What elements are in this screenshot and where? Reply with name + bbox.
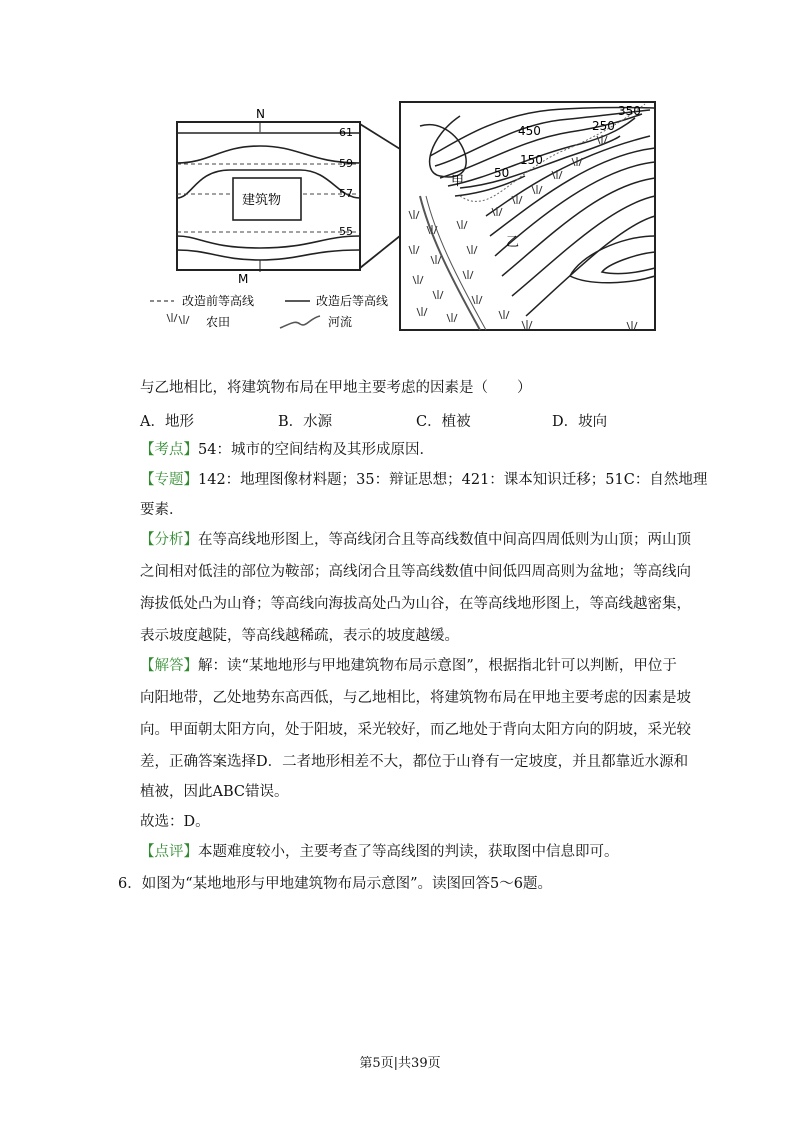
fenxi-text-1: 在等高线地形图上，等高线闭合且等高线数值中间高四周低则为山顶；两山顶 <box>198 532 691 548</box>
contour-label-59: 59 <box>339 157 353 170</box>
fenxi-line-1 <box>140 530 691 550</box>
option-c: C．植被 <box>416 414 471 430</box>
dianping-line <box>140 842 619 862</box>
jieda-line-5: 植被，因此ABC错误。 <box>140 784 289 800</box>
left-panel <box>177 107 360 286</box>
kaodian-line <box>140 440 434 460</box>
kaodian-tag: 【考点】 <box>140 442 198 458</box>
option-d: D．坡向 <box>552 414 608 430</box>
zhuanti-tag: 【专题】 <box>140 472 198 488</box>
legend-farmland: 农田 <box>206 315 231 329</box>
option-b: B．水源 <box>278 414 333 430</box>
terrain-figure <box>130 96 670 340</box>
building-label: 建筑物 <box>242 193 282 208</box>
fenxi-line-2: 之间相对低洼的部位为鞍部；高线闭合且等高线数值中间低四周高则为盆地；等高线向 <box>140 564 691 580</box>
site-jia-label: 甲 <box>451 174 465 189</box>
contour-label-57: 57 <box>339 187 353 200</box>
legend-after: 改造后等高线 <box>316 294 389 308</box>
next-question: 6．如图为“某地地形与甲地建筑物布局示意图”。读图回答5～6题。 <box>118 876 552 892</box>
right-panel <box>400 102 655 330</box>
zhuanti-line-1 <box>140 470 707 490</box>
south-label: M <box>238 272 249 286</box>
option-a: A．地形 <box>140 414 194 430</box>
site-yi-label: 乙 <box>506 235 520 250</box>
contour-label-250: 250 <box>592 119 615 133</box>
contour-label-350: 350 <box>618 104 641 118</box>
fenxi-line-4: 表示坡度越陡，等高线越稀疏，表示的坡度越缓。 <box>140 628 459 644</box>
dianping-tag: 【点评】 <box>140 844 198 860</box>
jieda-line-3: 向。甲面朝太阳方向，处于阳坡，采光较好，而乙地处于背向太阳方向的阴坡，采光较 <box>140 722 691 738</box>
contour-label-150: 150 <box>520 153 543 167</box>
jieda-line-2: 向阳地带，乙处地势东高西低，与乙地相比，将建筑物布局在甲地主要考虑的因素是坡 <box>140 690 691 706</box>
contour-label-50: 50 <box>494 166 510 180</box>
contour-label-61: 61 <box>339 126 353 139</box>
zhuanti-line-2: 要素． <box>140 502 184 518</box>
kaodian-text: 54：城市的空间结构及其形成原因． <box>198 442 434 458</box>
contour-label-450: 450 <box>518 124 541 138</box>
legend <box>150 293 388 329</box>
jieda-line-4: 差，正确答案选择D．二者地形相差不大，都位于山脊有一定坡度，并且都靠近水源和 <box>140 754 689 770</box>
fenxi-line-3: 海拔低处凸为山脊；等高线向海拔高处凸为山谷，在等高线地形图上，等高线越密集， <box>140 596 691 612</box>
contour-label-55: 55 <box>339 225 353 238</box>
question-stem: 与乙地相比，将建筑物布局在甲地主要考虑的因素是（ ） <box>140 380 532 396</box>
page-footer: 第5页|共39页 <box>359 1056 441 1071</box>
answer-line: 故选：D。 <box>140 814 210 830</box>
fenxi-tag: 【分析】 <box>140 532 198 548</box>
zhuanti-text-1: 142：地理图像材料题；35：辩证思想；421：课本知识迁移；51C：自然地理 <box>198 472 708 488</box>
north-label: N <box>256 107 265 121</box>
jieda-line-1 <box>140 656 677 676</box>
dianping-text: 本题难度较小，主要考查了等高线图的判读，获取图中信息即可。 <box>198 844 619 860</box>
jieda-tag: 【解答】 <box>140 658 198 674</box>
legend-before: 改造前等高线 <box>182 294 255 308</box>
legend-river: 河流 <box>328 315 353 329</box>
jieda-text-1: 解：读“某地地形与甲地建筑物布局示意图”，根据指北针可以判断，甲位于 <box>198 658 677 674</box>
